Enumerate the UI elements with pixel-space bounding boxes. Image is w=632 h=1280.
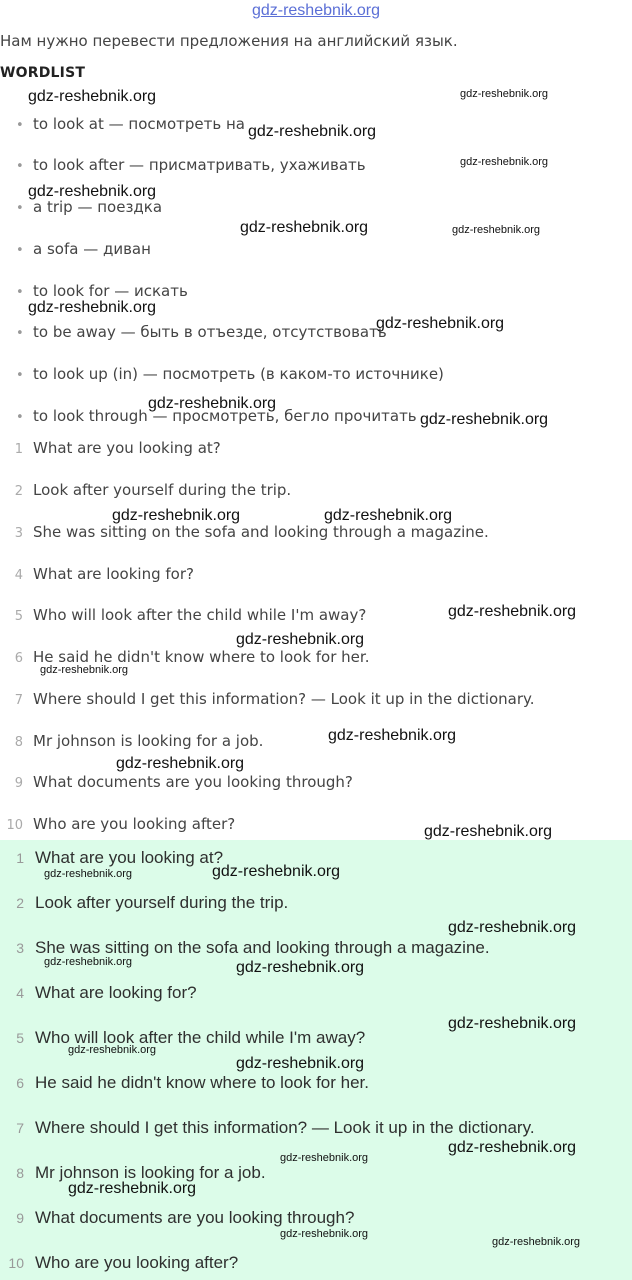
answer-number: 9 (16, 1210, 24, 1226)
question-number: 1 (14, 442, 23, 457)
answer-number: 3 (16, 940, 24, 956)
wordlist-item: • to look through — просмотреть, бегло прочитать (16, 407, 417, 425)
question-text: Mr johnson is looking for a job. (33, 732, 264, 750)
wordlist-item: • to look at — посмотреть на (16, 115, 245, 133)
watermark: gdz-reshebnik.org (28, 299, 157, 316)
answer-text: Who will look after the child while I'm away? (35, 1028, 366, 1047)
watermark: gdz-reshebnik.org (248, 123, 377, 140)
answer-number: 2 (16, 895, 24, 911)
question-number: 7 (14, 693, 23, 708)
wordlist-item: • to look for — искать (16, 282, 188, 300)
answer-number: 10 (8, 1255, 24, 1271)
question-text: Where should I get this information? — Look it up in the dictionary. (33, 690, 535, 708)
watermark: gdz-reshebnik.org (112, 507, 241, 524)
watermark: gdz-reshebnik.org (44, 956, 133, 968)
question-number: 5 (14, 609, 23, 624)
watermark: gdz-reshebnik.org (40, 664, 129, 676)
watermark: gdz-reshebnik.org (376, 315, 505, 332)
answer-text: She was sitting on the sofa and looking through a magazine. (35, 938, 490, 957)
question-text: Who will look after the child while I'm away? (33, 606, 367, 624)
answer-number: 4 (16, 985, 24, 1001)
bullet-icon: • (16, 201, 24, 216)
watermark: gdz-reshebnik.org (492, 1236, 581, 1248)
answer-text: What are you looking at? (35, 848, 224, 867)
watermark: gdz-reshebnik.org (68, 1044, 157, 1056)
bullet-icon: • (16, 159, 24, 174)
question-text: What are you looking at? (33, 439, 221, 457)
question-text: Who are you looking after? (33, 815, 236, 833)
answer-number: 5 (16, 1030, 24, 1046)
watermark: gdz-reshebnik.org (28, 88, 157, 105)
answer-text: Look after yourself during the trip. (35, 893, 289, 912)
question-text: What documents are you looking through? (33, 773, 353, 791)
watermark: gdz-reshebnik.org (448, 603, 577, 620)
watermark: gdz-reshebnik.org (240, 219, 369, 236)
answer-number: 1 (16, 850, 24, 866)
bullet-icon: • (16, 326, 24, 341)
wordlist-item: • a sofa — диван (16, 240, 151, 258)
question-item (0, 815, 235, 833)
answer-item (0, 983, 197, 1003)
watermark: gdz-reshebnik.org (236, 1055, 365, 1072)
question-item (0, 565, 194, 583)
wordlist-item: • a trip — поездка (16, 198, 163, 216)
question-number: 4 (14, 568, 23, 583)
watermark: gdz-reshebnik.org (116, 755, 245, 772)
watermark: gdz-reshebnik.org (68, 1180, 197, 1197)
site-header-link[interactable]: gdz-reshebnik.org (251, 2, 381, 19)
bullet-icon: • (16, 118, 24, 133)
watermark: gdz-reshebnik.org (448, 1015, 577, 1032)
question-item (0, 606, 366, 624)
answer-number: 6 (16, 1075, 24, 1091)
answer-text: Who are you looking after? (35, 1253, 239, 1272)
question-item (0, 773, 353, 791)
answer-item (0, 893, 288, 913)
watermark: gdz-reshebnik.org (44, 868, 133, 880)
answer-item (0, 938, 490, 958)
watermark: gdz-reshebnik.org (420, 411, 549, 428)
answer-number: 7 (16, 1120, 24, 1136)
question-item (0, 690, 535, 708)
question-text: He said he didn't know where to look for her. (33, 648, 370, 666)
answer-item (0, 1028, 365, 1048)
answer-item (0, 1073, 369, 1093)
answer-text: He said he didn't know where to look for her. (35, 1073, 369, 1092)
watermark: gdz-reshebnik.org (324, 507, 453, 524)
question-text: Look after yourself during the trip. (33, 481, 292, 499)
watermark: gdz-reshebnik.org (236, 631, 365, 648)
answer-item (0, 1118, 535, 1138)
question-number: 10 (6, 818, 23, 833)
watermark: gdz-reshebnik.org (212, 863, 341, 880)
answer-item (0, 1208, 354, 1228)
watermark: gdz-reshebnik.org (28, 183, 157, 200)
answer-number: 8 (16, 1165, 24, 1181)
bullet-icon: • (16, 368, 24, 383)
bullet-icon: • (16, 285, 24, 300)
wordlist-title: WORDLIST (0, 65, 86, 81)
watermark: gdz-reshebnik.org (280, 1228, 369, 1240)
question-number: 3 (14, 526, 23, 541)
answer-text: What documents are you looking through? (35, 1208, 355, 1227)
watermark: gdz-reshebnik.org (148, 395, 277, 412)
intro-text: Нам нужно перевести предложения на английский язык. (0, 32, 458, 50)
question-number: 9 (14, 776, 23, 791)
watermark: gdz-reshebnik.org (448, 1139, 577, 1156)
question-item (0, 523, 489, 541)
wordlist-item: • to look after — присматривать, ухаживать (16, 156, 366, 174)
watermark: gdz-reshebnik.org (424, 823, 553, 840)
question-item (0, 439, 221, 457)
question-number: 2 (14, 484, 23, 499)
wordlist-item: • to look up (in) — посмотреть (в каком-то источнике) (16, 365, 444, 383)
answer-text: What are looking for? (35, 983, 197, 1002)
watermark: gdz-reshebnik.org (460, 88, 549, 100)
answer-text: Where should I get this information? — Look it up in the dictionary. (35, 1118, 535, 1137)
question-item (0, 481, 291, 499)
watermark: gdz-reshebnik.org (460, 156, 549, 168)
watermark: gdz-reshebnik.org (236, 959, 365, 976)
question-item (0, 732, 263, 750)
question-text: She was sitting on the sofa and looking through a magazine. (33, 523, 489, 541)
watermark: gdz-reshebnik.org (448, 919, 577, 936)
wordlist-item: • to be away — быть в отъезде, отсутствовать (16, 323, 387, 341)
bullet-icon: • (16, 410, 24, 425)
question-text: What are looking for? (33, 565, 194, 583)
answer-text: Mr johnson is looking for a job. (35, 1163, 266, 1182)
answer-item (0, 848, 223, 868)
watermark: gdz-reshebnik.org (328, 727, 457, 744)
bullet-icon: • (16, 243, 24, 258)
question-number: 8 (14, 735, 23, 750)
watermark: gdz-reshebnik.org (280, 1152, 369, 1164)
answer-item (0, 1253, 238, 1273)
question-number: 6 (14, 651, 23, 666)
watermark: gdz-reshebnik.org (452, 224, 541, 236)
